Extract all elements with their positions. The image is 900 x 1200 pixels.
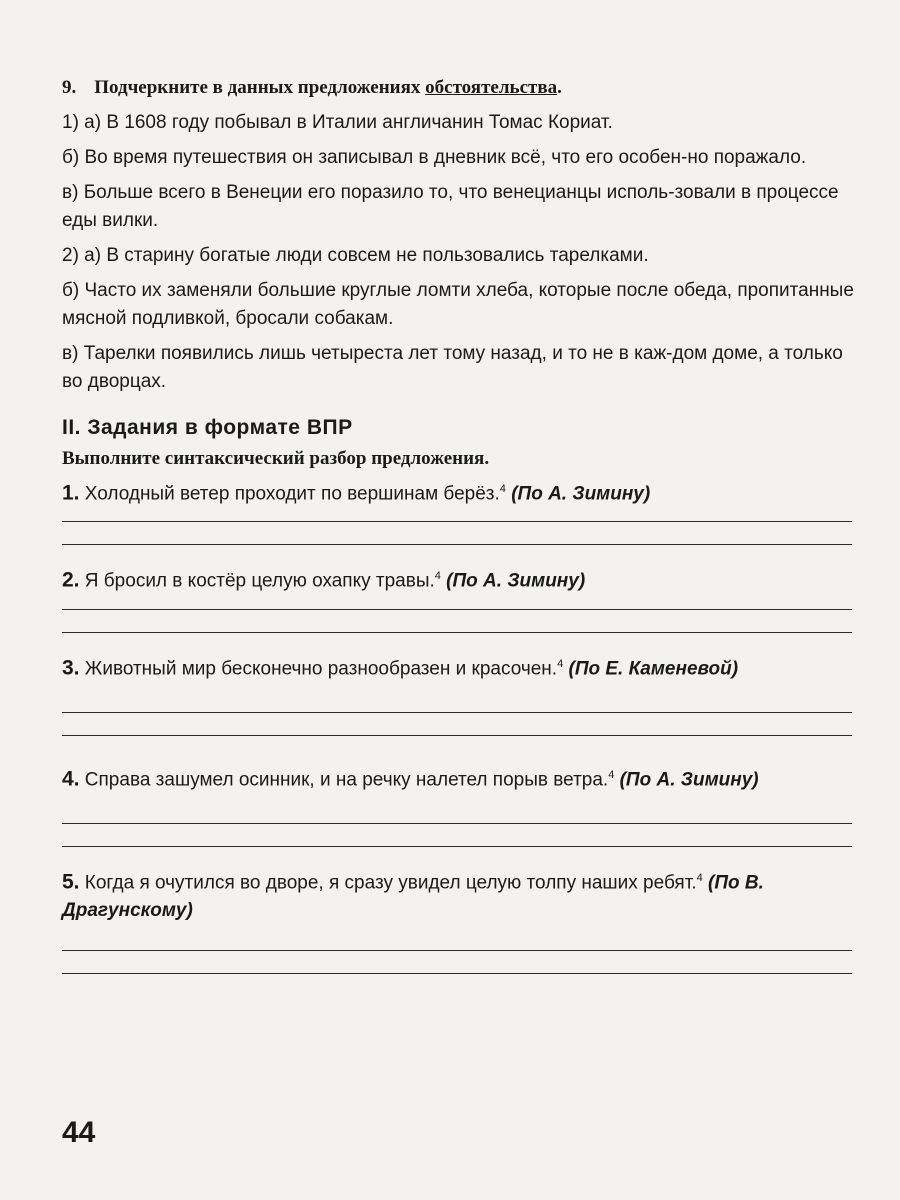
answer-line[interactable] xyxy=(62,950,852,951)
sentence-2c: в) Тарелки появились лишь четыреста лет тому назад, и то не в каж-дом доме, а только во дворцах. xyxy=(62,343,843,392)
task-source: (По А. Зимину) xyxy=(446,570,586,592)
section-instruction: Выполните синтаксический разбор предложения. xyxy=(62,448,490,469)
footnote-mark: 4 xyxy=(608,768,615,781)
answer-line[interactable] xyxy=(62,846,852,847)
task-sentence: Холодный ветер проходит по вершинам берёз. xyxy=(84,483,500,505)
task-number: 4. xyxy=(62,767,80,791)
task-3 xyxy=(62,651,862,682)
task-sentence: Животный мир бесконечно разнообразен и красочен. xyxy=(84,657,558,679)
sentence-2b: б) Часто их заменяли большие круглые ломти хлеба, которые после обеда, пропитанные мясной подливкой, бросали собакам. xyxy=(62,280,854,329)
answer-line[interactable] xyxy=(62,973,852,974)
sentence-1c: в) Больше всего в Венеции его поразило то, что венецианцы исполь-зовали в процессе еды вилки. xyxy=(62,182,839,231)
task-4 xyxy=(62,762,862,793)
footnote-mark: 4 xyxy=(499,483,506,495)
footnote-mark: 4 xyxy=(696,872,703,885)
exercise-title-text: Подчеркните в данных предложениях xyxy=(94,77,426,98)
sentence-1a: 1) а) В 1608 году побывал в Италии англичанин Томас Кориат. xyxy=(62,112,613,133)
footnote-mark: 4 xyxy=(434,570,441,583)
task-1 xyxy=(62,476,862,507)
task-5 xyxy=(62,865,862,923)
task-number: 2. xyxy=(62,568,80,592)
task-number: 5. xyxy=(62,870,80,894)
page-number: 44 xyxy=(62,1116,96,1149)
task-number: 3. xyxy=(62,655,80,679)
task-sentence: Справа зашумел осинник, и на речку налетел порыв ветра. xyxy=(84,769,609,791)
section-title: II. Задания в формате ВПР xyxy=(62,416,353,439)
exercise-title-underlined: обстоятельства xyxy=(425,77,558,98)
task-source: (По А. Зимину) xyxy=(511,483,651,505)
answer-line[interactable] xyxy=(62,609,852,610)
task-number: 1. xyxy=(62,481,80,505)
task-source: (По Е. Каменевой) xyxy=(568,657,739,679)
footnote-mark: 4 xyxy=(557,657,564,670)
exercise-number: 9. xyxy=(62,77,77,98)
task-sentence: Когда я очутился во дворе, я сразу увидел целую толпу наших ребят. xyxy=(84,872,697,894)
task-2 xyxy=(62,563,862,594)
sentence-1b: б) Во время путешествия он записывал в дневник всё, что его особен-но поражало. xyxy=(62,147,807,168)
answer-line[interactable] xyxy=(62,712,852,713)
answer-line[interactable] xyxy=(62,632,852,633)
task-sentence: Я бросил в костёр целую охапку травы. xyxy=(84,570,435,592)
task-source: (По В. Драгунскому) xyxy=(62,872,764,921)
sentence-2a: 2) а) В старину богатые люди совсем не пользовались тарелками. xyxy=(62,245,649,266)
answer-line[interactable] xyxy=(62,521,852,522)
exercise-title-end: . xyxy=(557,77,562,98)
answer-line[interactable] xyxy=(62,544,852,545)
exercise-9-title xyxy=(62,74,862,102)
task-source: (По А. Зимину) xyxy=(619,769,759,791)
answer-line[interactable] xyxy=(62,735,852,736)
worksheet-page xyxy=(62,74,862,974)
answer-line[interactable] xyxy=(62,823,852,824)
